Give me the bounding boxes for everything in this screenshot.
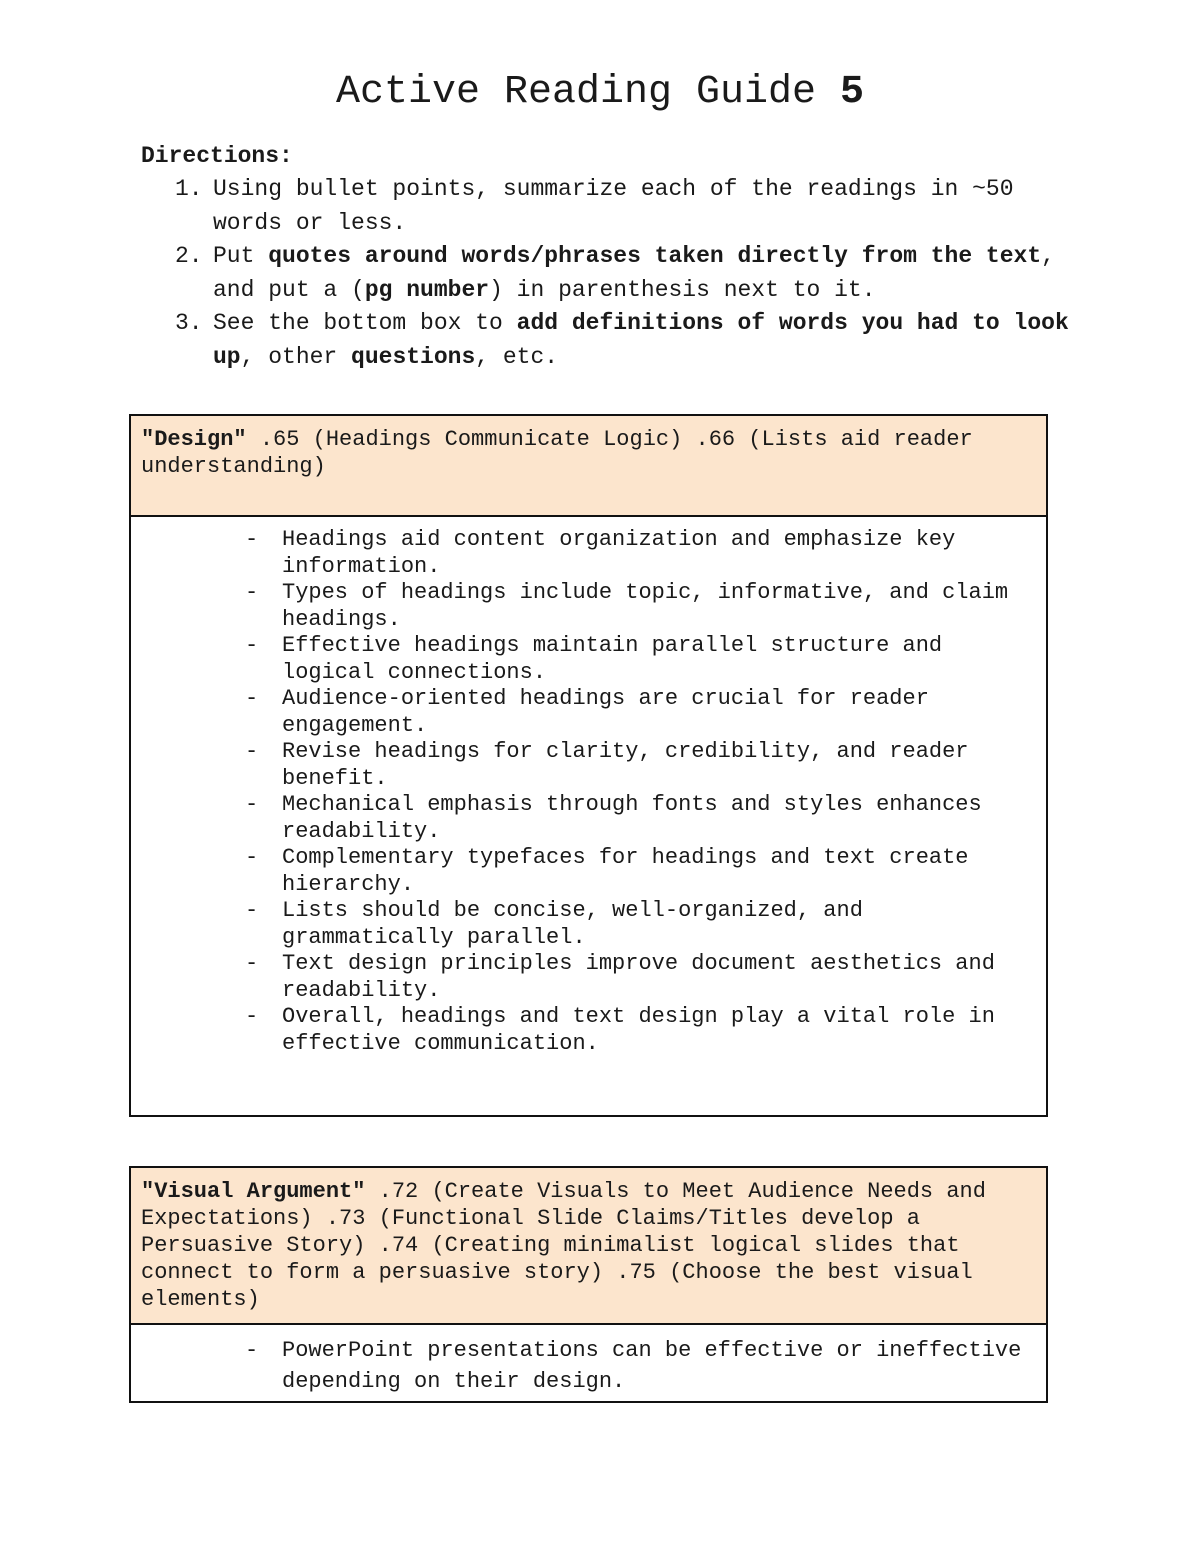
directions-list bbox=[141, 173, 1071, 374]
visual-argument-summary-list bbox=[131, 1335, 1046, 1397]
direction-text-bold: questions bbox=[351, 343, 476, 370]
visual-argument-section bbox=[129, 1166, 1048, 1403]
direction-text: , other bbox=[240, 343, 352, 370]
directions-heading: Directions: bbox=[141, 143, 293, 169]
design-summary-list bbox=[131, 527, 1046, 1057]
direction-number: 2. bbox=[175, 243, 203, 269]
direction-text: , and put a ( bbox=[213, 243, 1055, 303]
direction-text: , etc. bbox=[475, 343, 559, 370]
direction-text: See the bottom box to bbox=[213, 310, 517, 336]
bullet-dash: - bbox=[245, 845, 259, 870]
direction-text: ) in parenthesis next to it. bbox=[489, 276, 876, 303]
design-section-body bbox=[131, 517, 1046, 1057]
design-heading-title: "Design" bbox=[141, 427, 247, 452]
summary-bullet bbox=[131, 951, 1046, 1004]
visual-argument-heading-title: "Visual Argument" bbox=[141, 1179, 366, 1204]
directions bbox=[141, 140, 1071, 374]
page-title bbox=[0, 68, 1200, 118]
bullet-text: Complementary typefaces for headings and text create hierarchy. bbox=[282, 845, 969, 897]
summary-bullet bbox=[131, 845, 1046, 898]
bullet-dash: - bbox=[245, 527, 259, 552]
title-number: 5 bbox=[840, 70, 865, 115]
design-section bbox=[129, 414, 1048, 1117]
bullet-text: Headings aid content organization and emphasize key information. bbox=[282, 527, 956, 579]
bullet-dash: - bbox=[245, 1338, 259, 1363]
bullet-text: PowerPoint presentations can be effective or ineffective depending on their design. bbox=[282, 1338, 1022, 1394]
visual-argument-heading-pages: .72 (Create Visuals to Meet Audience Needs and Expectations) .73 (Functional Slide Claims/Titles develop a Persuasive Story) .74 (Creating minimalist logical slides that connect to form a persuasive story) .75 (Choose the best visual elements) bbox=[141, 1179, 986, 1312]
bullet-dash: - bbox=[245, 1004, 259, 1029]
design-section-header bbox=[131, 416, 1046, 517]
bullet-text: Effective headings maintain parallel structure and logical connections. bbox=[282, 633, 943, 685]
summary-bullet bbox=[131, 633, 1046, 686]
summary-bullet bbox=[131, 527, 1046, 580]
bullet-text: Lists should be concise, well-organized, and grammatically parallel. bbox=[282, 898, 863, 950]
bullet-text: Mechanical emphasis through fonts and styles enhances readability. bbox=[282, 792, 982, 844]
title-text: Active Reading Guide bbox=[335, 70, 817, 115]
direction-number: 3. bbox=[175, 310, 203, 336]
direction-item bbox=[141, 240, 1071, 307]
direction-text: Using bullet points, summarize each of the readings in ~50 words or less. bbox=[213, 176, 1014, 236]
bullet-dash: - bbox=[245, 792, 259, 817]
summary-bullet bbox=[131, 580, 1046, 633]
summary-bullet bbox=[131, 1335, 1046, 1397]
bullet-dash: - bbox=[245, 898, 259, 923]
bullet-text: Text design principles improve document aesthetics and readability. bbox=[282, 951, 995, 1003]
bullet-dash: - bbox=[245, 633, 259, 658]
summary-bullet bbox=[131, 686, 1046, 739]
bullet-text: Types of headings include topic, informative, and claim headings. bbox=[282, 580, 1009, 632]
direction-text-bold: add definitions of words you had to look up bbox=[213, 310, 1069, 370]
bullet-dash: - bbox=[245, 739, 259, 764]
summary-bullet bbox=[131, 1004, 1046, 1057]
direction-item bbox=[141, 173, 1071, 240]
design-heading-pages: .65 (Headings Communicate Logic) .66 (Lists aid reader understanding) bbox=[141, 427, 973, 479]
visual-argument-section-body bbox=[131, 1325, 1046, 1397]
summary-bullet bbox=[131, 739, 1046, 792]
direction-number: 1. bbox=[175, 176, 203, 202]
bullet-dash: - bbox=[245, 951, 259, 976]
direction-text-bold: quotes around words/phrases taken directly from the text bbox=[268, 243, 1042, 269]
visual-argument-section-header bbox=[131, 1168, 1046, 1325]
bullet-dash: - bbox=[245, 686, 259, 711]
direction-text: Put bbox=[213, 243, 269, 269]
bullet-dash: - bbox=[245, 580, 259, 605]
summary-bullet bbox=[131, 898, 1046, 951]
direction-text-bold: pg number bbox=[364, 276, 490, 303]
summary-bullet bbox=[131, 792, 1046, 845]
bullet-text: Audience-oriented headings are crucial for reader engagement. bbox=[282, 686, 929, 738]
bullet-text: Revise headings for clarity, credibility, and reader benefit. bbox=[282, 739, 969, 791]
direction-item bbox=[141, 307, 1071, 374]
bullet-text: Overall, headings and text design play a vital role in effective communication. bbox=[282, 1004, 995, 1056]
